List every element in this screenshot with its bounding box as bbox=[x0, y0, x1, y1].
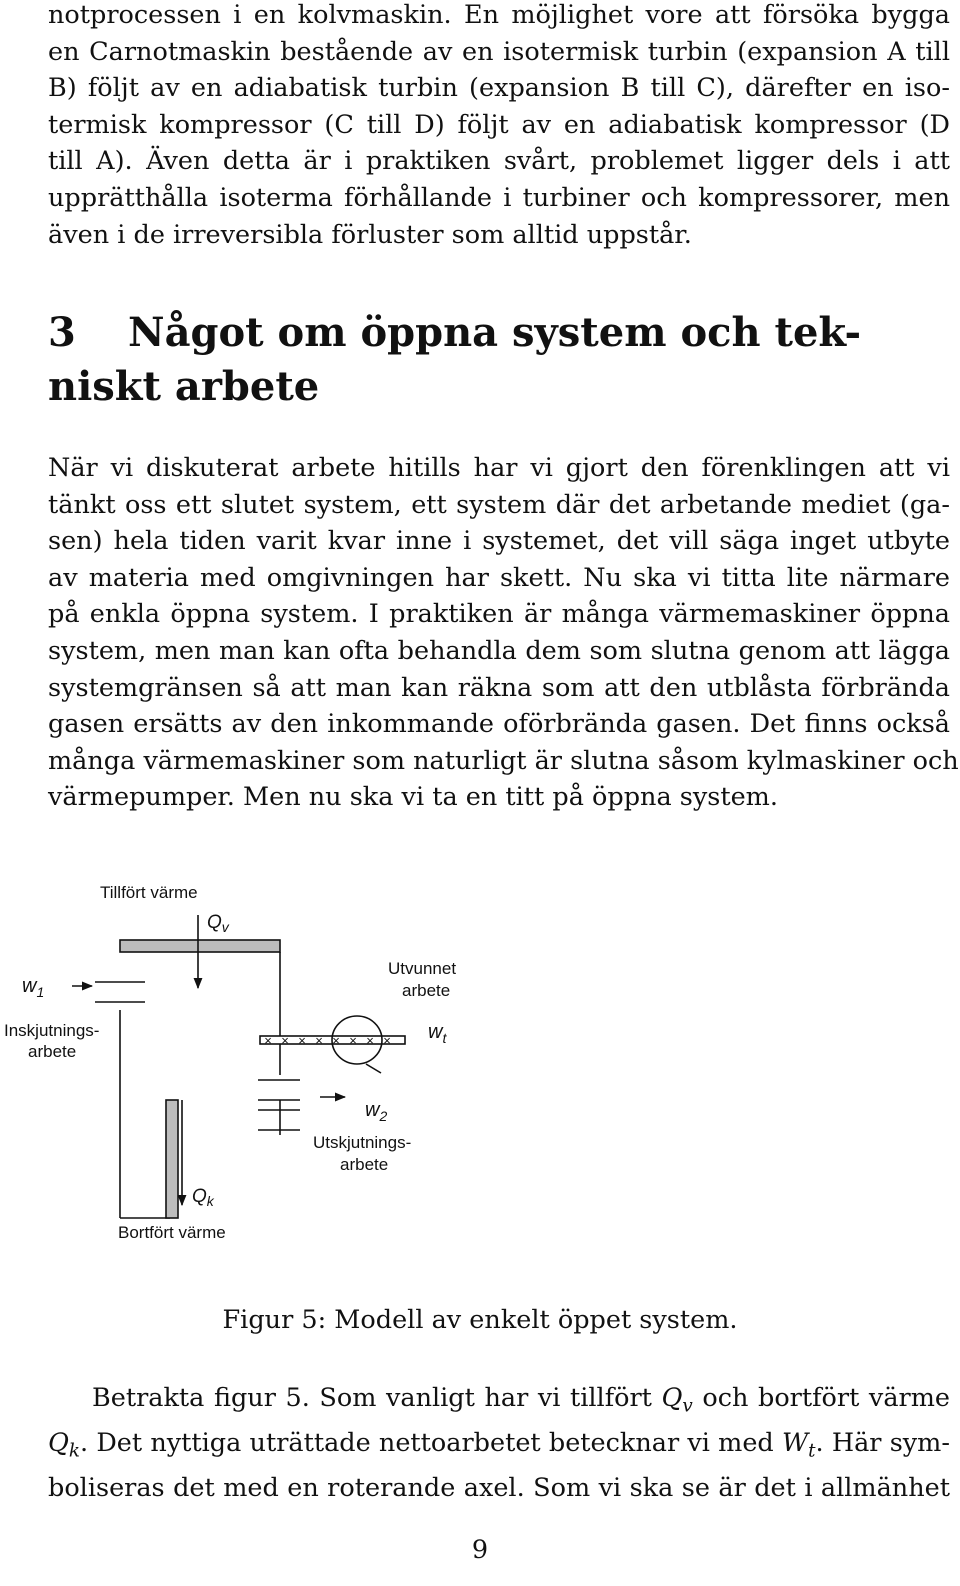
label-utvunnet-2: arbete bbox=[402, 981, 451, 1000]
label-wt: $w_t$ bbox=[428, 1021, 447, 1046]
svg-text:×: × bbox=[281, 1033, 289, 1048]
cooler-bar bbox=[166, 1100, 178, 1218]
open-system-diagram bbox=[0, 860, 960, 1260]
label-utskjutnings-2: arbete bbox=[340, 1155, 389, 1174]
heater-bar bbox=[120, 940, 280, 952]
text-line: gasen ersätts av den inkommande oförbrända gasen. Det finns också bbox=[48, 709, 950, 740]
intro-paragraph bbox=[48, 0, 950, 253]
text-line: termisk kompressor (C till D) följt av en adiabatisk kompressor (D bbox=[48, 109, 950, 140]
svg-text:×: × bbox=[315, 1033, 323, 1048]
figure-caption: Figur 5: Modell av enkelt öppet system. bbox=[222, 1305, 738, 1335]
text-line: När vi diskuterat arbete hitills har vi gjort den förenklingen att vi bbox=[48, 453, 950, 483]
text-line: tänkt oss ett slutet system, ett system där det arbetande mediet (ga- bbox=[48, 489, 950, 520]
svg-text:×: × bbox=[264, 1033, 272, 1048]
label-tillfort: Tillfört värme bbox=[100, 883, 198, 902]
label-utvunnet-1: Utvunnet bbox=[388, 959, 457, 978]
text-line: sen) hela tiden varit kvar inne i systemet, det vill säga inget utbyte bbox=[48, 526, 950, 557]
text-line: B) följt av en adiabatisk turbin (expansion B till C), därefter en iso- bbox=[48, 73, 950, 104]
svg-text:×: × bbox=[332, 1033, 340, 1048]
after-paragraph bbox=[48, 1380, 950, 1507]
svg-text:×: × bbox=[366, 1033, 374, 1048]
text-line: boliseras det med en roterande axel. Som vi ska se är det i allmänhet bbox=[48, 1473, 950, 1504]
section-number: 3 bbox=[48, 309, 76, 356]
label-w1: $w_1$ bbox=[22, 975, 45, 1000]
page-number: 9 bbox=[471, 1535, 489, 1565]
text-line: en Carnotmaskin bestående av en isotermisk turbin (expansion A till bbox=[48, 36, 950, 67]
text-line: av materia med omgivningen har skett. Nu ska vi titta lite närmare bbox=[48, 562, 950, 593]
svg-text:×: × bbox=[298, 1033, 306, 1048]
svg-text:×: × bbox=[383, 1033, 391, 1048]
svg-text:×: × bbox=[349, 1033, 357, 1048]
text-line: systemgränsen så att man kan räkna som att den utblåsta förbrända bbox=[48, 672, 950, 703]
figure-open-system bbox=[0, 860, 960, 1260]
label-utskjutnings-1: Utskjutnings- bbox=[313, 1133, 412, 1152]
text-line: notprocessen i en kolvmaskin. En möjlighet vore att försöka bygga bbox=[48, 0, 950, 30]
label-bortfort: Bortfört värme bbox=[118, 1223, 226, 1242]
text-line: värmepumper. Men nu ska vi ta en titt på öppna system. bbox=[48, 782, 778, 813]
text-line: på enkla öppna system. I praktiken är många värmemaskiner öppna bbox=[48, 599, 950, 630]
text-line: många värmemaskiner som naturligt är slutna såsom kylmaskiner och bbox=[48, 745, 959, 776]
label-qv: $Q_v$ bbox=[207, 912, 229, 935]
text-line: till A). Även detta är i praktiken svårt, problemet ligger dels i att bbox=[48, 146, 950, 177]
section-heading bbox=[48, 306, 958, 414]
text-line: upprätthålla isoterma förhållande i turbiner och kompressorer, men bbox=[48, 182, 950, 213]
section-title-line1: Något om öppna system och tek- bbox=[128, 309, 862, 356]
text-line: $Q_k$. Det nyttiga uträttade nettoarbetet betecknar vi med $W_t$. Här sym- bbox=[48, 1428, 950, 1462]
label-inskjutnings-2: arbete bbox=[28, 1042, 77, 1061]
label-w2: $w_2$ bbox=[365, 1099, 388, 1124]
label-qk: $Q_k$ bbox=[192, 1186, 214, 1209]
text-line: system, men man kan ofta behandla dem som slutna genom att lägga bbox=[48, 635, 950, 666]
label-inskjutnings-1: Inskjutnings- bbox=[4, 1021, 100, 1040]
body-paragraph bbox=[48, 450, 959, 816]
section-title-line2: niskt arbete bbox=[48, 363, 320, 410]
text-line: Betrakta figur 5. Som vanligt har vi tillfört $Q_v$ och bortfört värme bbox=[92, 1383, 950, 1417]
text-line: även i de irreversibla förluster som alltid uppstår. bbox=[48, 219, 692, 250]
